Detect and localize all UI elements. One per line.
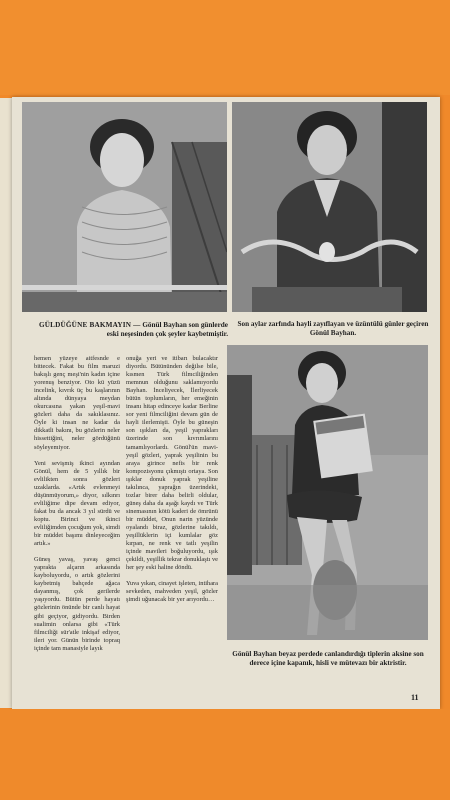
article-column-2: onuğa yeri ve itibarı bulacaktır diyordu. Bütününden değilse bile, kısmen Türk filmciliğinden memnun olduğunu saklamıyordu Bayhan. İnceliyecek, İlerliyecek bütün toplumların, her emeğinin insanı hitap edinceye kadar Berline sor yeni filmciliğini devam gün de hayli ilerlemişti. Öyle bu güneşin son ışıkları da, yeşil yaprakları üzerinde son kıvrımlarını tamamlıyorlardı. Gönül'ün mavi-yeşil gözleri, yaprak yeşilinin bu araya girince nefis bir renk kompozisyonu çıkmıştı ortaya. Son ışıklar donuk yaprak yeşiline takılınca, yaprağın üzerindeki, tozlar birer daha belirli oldular, güneş daha da aşağı kaydı ve Türk sinemasının kötü kaderi de ömrünü bir müddet, Onun narin yüzünde oyalandı biraz, gözlerine takıldı, yeşillüklerin içi kumlalar göz kırpan, ne renk ve tatlı yeşilin içinde mavileri boğuluyordu, ışık çekildi, yeşillik tekrar donuklaştı ve her şey eski haline döndü. Yuva yıkan, cinayet işleten, intihara sevkeden, mahveden yeşil, gözler şimdi uğunacak bir yer arıyordu… <box>126 355 218 604</box>
photo2-illustration <box>232 102 427 312</box>
photo3-illustration <box>227 345 428 640</box>
caption-photo3: Gönül Bayhan beyaz perdede canlandırdığı tiplerin aksine son derece içine kapanık, hisli ve mütevazı bir aktristir. <box>232 650 424 667</box>
photo-woman-bicycle <box>232 102 427 312</box>
article-column-1: hemen yüzeye aitfesnde e bittecek. Fakat bu film maruzi bakışlı genç meşi'nin kadın içine yorenuş benziyor. Oto kü yüzü incelink, kıvrık üç bu kaşlarının altında dünyaya meydan okurcasına yakan yeşil-mavi gözleri daha da sakıklasınız. Öyle ki insan ne kadar da dikkatli bakını, bu gözlerin neler hissettiğini, neler gördüğünü söyleyemiyor. Yeni sevişmiş ikinci ayından Gönül, hem de 5 yıllık bir evlilikten sonra gözleri uzaklarda. «Artık evlenmeyi düşünmüyorum,» diyor, sılkınrı evliliğime dipe devam ediyor, fakat bu da ancak 3 yıl sürdü ve koptu. Birinci ve ikinci evliliğimden çocuğum yok, simdi bir müddet başımı dinleyeceğim artık.» Güneş yavaş, yavaş genci yaprakta alçarın arkasında kayboluyordu, o artık gözlerini kaybetmiş bahçede ağaca dayanmış, çok gerilerde yaşıyordu. Bütün perde hayatı gözlerinin önünde bir canlı hayat gibi geçiyor, gidiyordu. Birden sualimin onlarsa gibi «Türk filmciliği sür'atle inkişaf ediyor, ileri yor. Günün birinde topraq içinde tam manasiyle layık <box>34 355 120 652</box>
photo1-illustration <box>22 102 227 312</box>
orange-backdrop <box>0 0 450 95</box>
caption-photo1-lead: GÜLDÜĞÜNE BAKMAYIN — <box>38 321 141 329</box>
orange-backdrop-bottom <box>0 709 450 800</box>
caption-photo2: Son aylar zarfında hayli zayıflayan ve üzüntülü günler geçiren Gönül Bayhan. <box>237 320 429 337</box>
photo-smiling-woman <box>22 102 227 312</box>
photo-woman-reading-magazine <box>227 345 428 640</box>
magazine-page <box>12 97 440 709</box>
page-number: 11 <box>411 693 419 702</box>
caption-photo1-text: Gönül Bayhan son günlerde eski neşesinden çok şeyler kaybetmiştir. <box>106 321 228 338</box>
caption-photo1 <box>32 321 228 339</box>
